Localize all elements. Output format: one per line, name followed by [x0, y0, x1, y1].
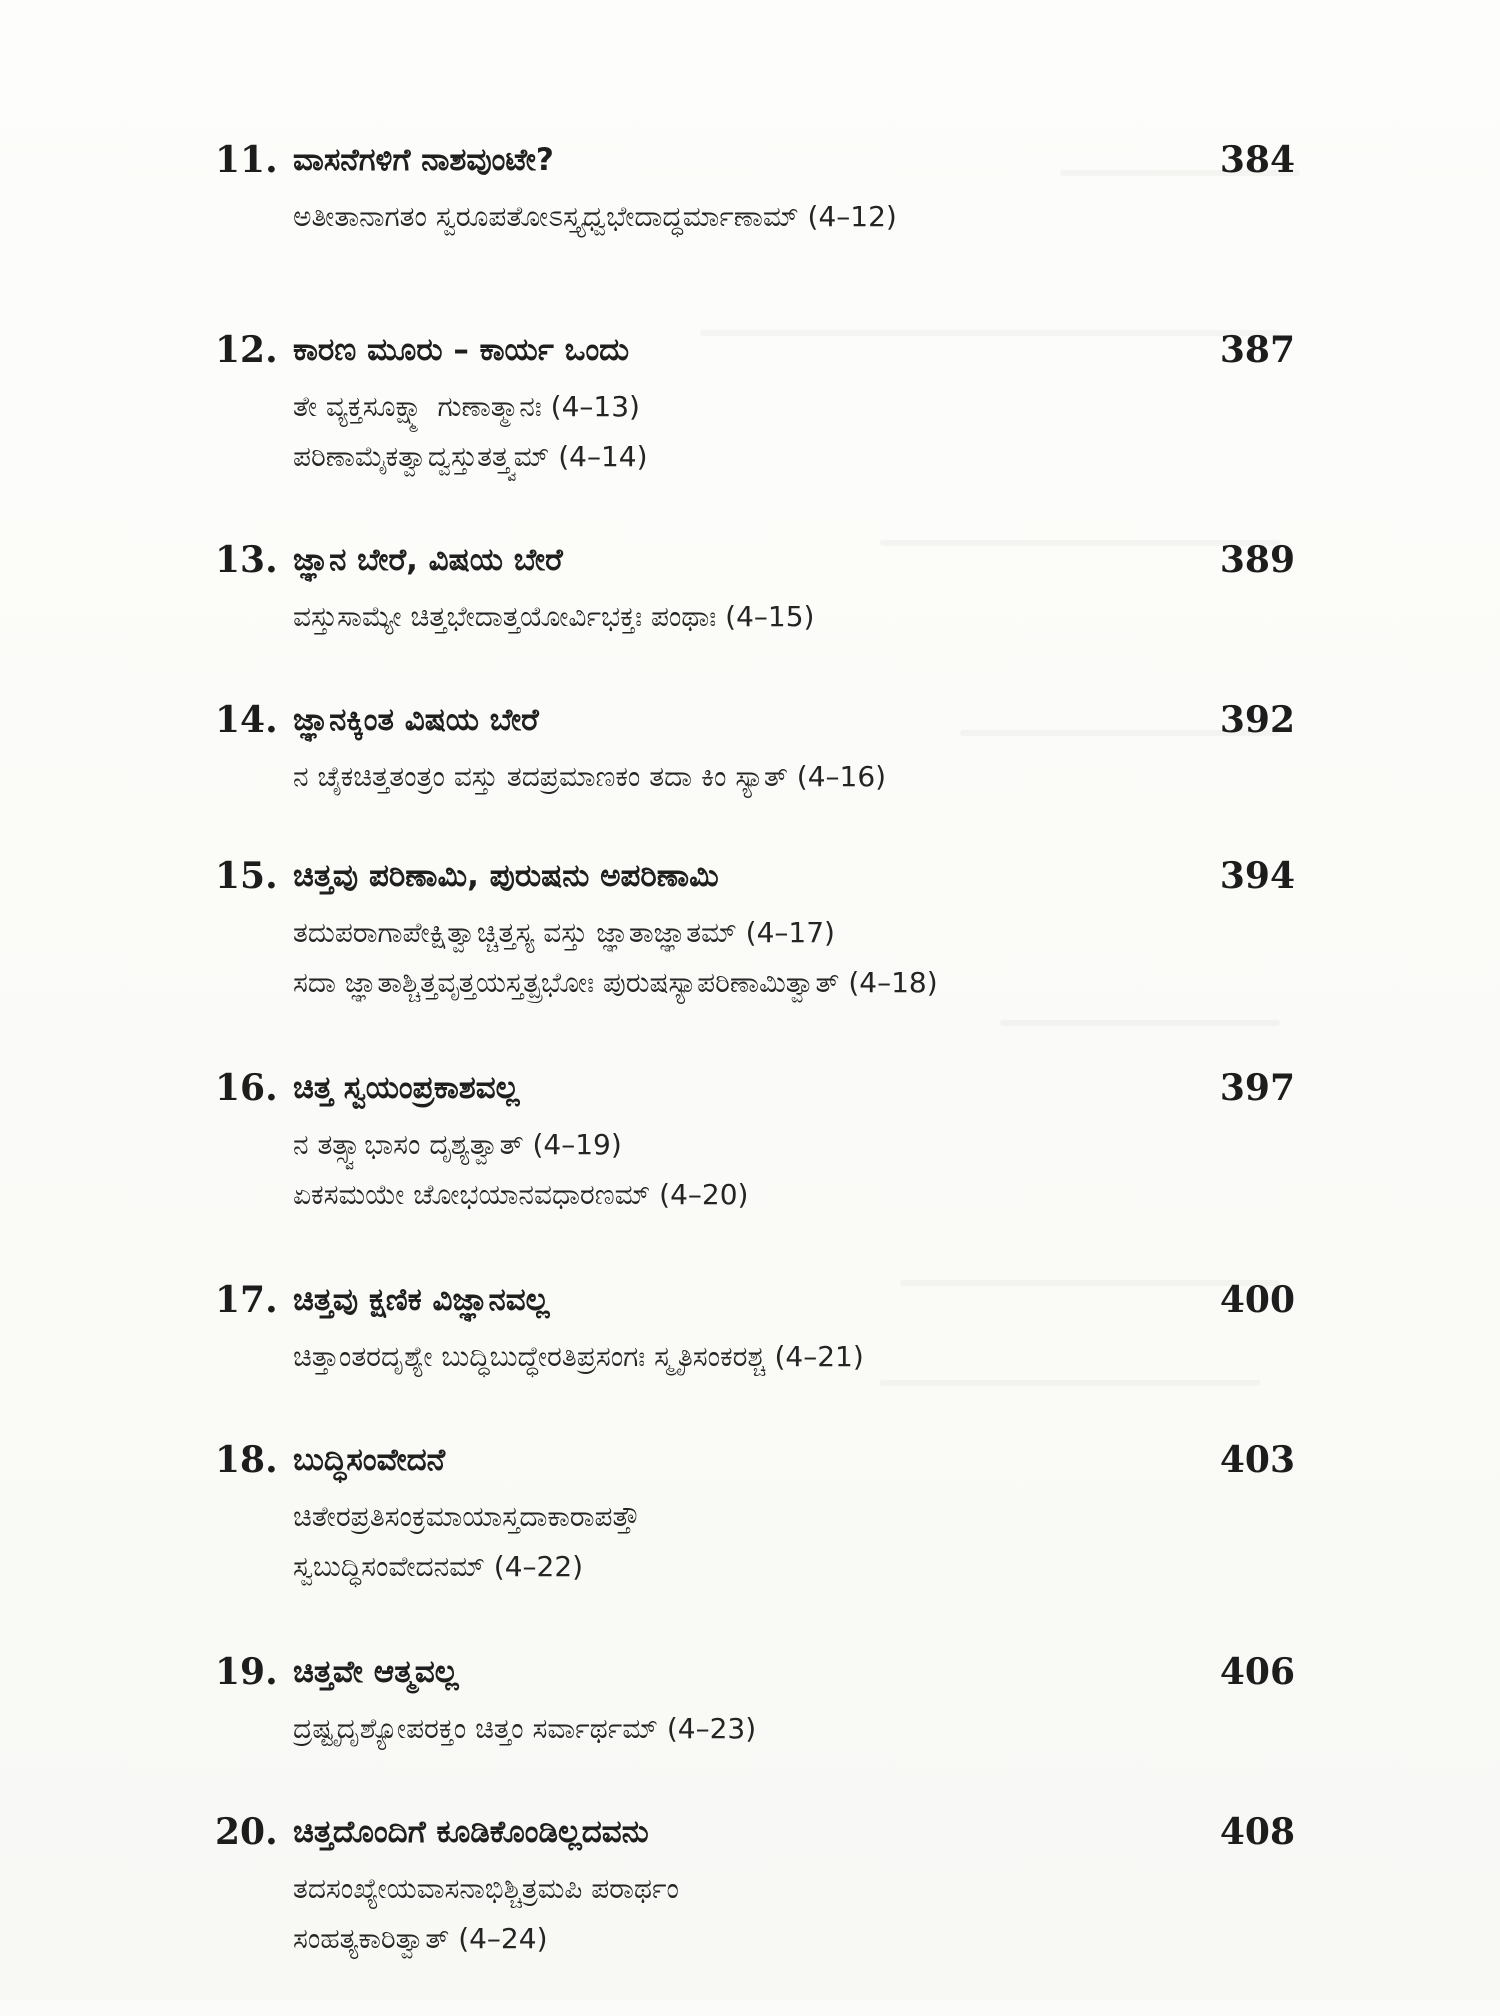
sutra-line: ಚಿತ್ತಾಂತರದೃಶ್ಯೇ ಬುದ್ಧಿಬುದ್ಧೇರತಿಪ್ರಸಂಗಃ ಸ್ಮೃತಿಸಂಕರಶ್ಚ (4–21): [293, 1340, 864, 1373]
toc-entry-14: [215, 694, 1295, 850]
toc-entry-heading: [215, 1646, 1295, 1698]
table-of-contents: [215, 134, 1295, 2016]
toc-entry-heading: [215, 694, 1295, 746]
sutra-line: ತದುಪರಾಗಾಪೇಕ್ಷಿತ್ವಾಚ್ಚಿತ್ತಸ್ಯ ವಸ್ತು ಜ್ಞಾತಾಜ್ಞಾತಮ್ (4–17): [293, 916, 835, 949]
toc-entry-page-number: 403: [1219, 1439, 1295, 1481]
sutra-line: ಏಕಸಮಯೇ ಚೋಭಯಾನವಧಾರಣಮ್ (4–20): [293, 1178, 749, 1211]
toc-entry-sutras: [293, 908, 1295, 1008]
toc-entry-heading: [215, 1062, 1295, 1114]
toc-entry-15: [215, 850, 1295, 1062]
toc-entry-title: ಚಿತ್ತವು ಕ್ಷಣಿಕ ವಿಜ್ಞಾನವಲ್ಲ: [293, 1282, 550, 1318]
sutra-line: ನ ಚೈಕಚಿತ್ತತಂತ್ರಂ ವಸ್ತು ತದಪ್ರಮಾಣಕಂ ತದಾ ಕಿಂ ಸ್ಯಾತ್ (4–16): [293, 760, 887, 793]
sutra-line: ನ ತತ್ಸ್ವಾಭಾಸಂ ದೃಶ್ಯತ್ವಾತ್ (4–19): [293, 1128, 622, 1161]
toc-entry-title: ಚಿತ್ತವು ಪರಿಣಾಮಿ, ಪುರುಷನು ಅಪರಿಣಾಮಿ: [293, 858, 719, 894]
toc-entry-heading: [215, 324, 1295, 376]
sutra-line: ಅತೀತಾನಾಗತಂ ಸ್ವರೂಪತೋಽಸ್ತ್ಯಧ್ವಭೇದಾದ್ಧರ್ಮಾಣಾಮ್ (4–12): [293, 200, 897, 233]
sutra-line: ವಸ್ತುಸಾಮ್ಯೇ ಚಿತ್ತಭೇದಾತ್ತಯೋರ್ವಿಭಕ್ತಃ ಪಂಥಾಃ (4–15): [293, 600, 815, 633]
toc-entry-title: ಜ್ಞಾನ ಬೇರೆ, ವಿಷಯ ಬೇರೆ: [293, 542, 563, 578]
toc-entry-sutras: [293, 752, 1295, 802]
toc-entry-title: ಕಾರಣ ಮೂರು – ಕಾರ್ಯ ಒಂದು: [293, 332, 630, 368]
toc-entry-page-number: 408: [1219, 1811, 1295, 1853]
toc-entry-heading: [215, 134, 1295, 186]
toc-entry-sutras: [293, 1492, 1295, 1592]
toc-entry-page-number: 384: [1219, 139, 1295, 181]
toc-entry-number: 19.: [215, 1651, 278, 1693]
toc-entry-heading: [215, 850, 1295, 902]
sutra-line: ಸದಾ ಜ್ಞಾತಾಶ್ಚಿತ್ತವೃತ್ತಯಸ್ತತ್ಪ್ರಭೋಃ ಪುರುಷಸ್ಯಾಪರಿಣಾಮಿತ್ವಾತ್ (4–18): [293, 966, 938, 999]
toc-entry-18: [215, 1434, 1295, 1646]
toc-entry-sutras: [293, 1332, 1295, 1382]
toc-entry-heading: [215, 534, 1295, 586]
toc-entry-sutras: [293, 192, 1295, 242]
toc-entry-sutras: [293, 1704, 1295, 1754]
toc-entry-number: 17.: [215, 1279, 278, 1321]
toc-entry-sutras: [293, 382, 1295, 482]
toc-entry-number: 14.: [215, 699, 278, 741]
toc-entry-heading: [215, 1434, 1295, 1486]
sutra-line: ಸ್ವಬುದ್ಧಿಸಂವೇದನಮ್ (4–22): [293, 1550, 584, 1583]
toc-entry-title: ಚಿತ್ತವೇ ಆತ್ಮವಲ್ಲ: [293, 1654, 459, 1690]
toc-entry-title: ಜ್ಞಾನಕ್ಕಿಂತ ವಿಷಯ ಬೇರೆ: [293, 702, 539, 738]
sutra-line: ತದಸಂಖ್ಯೇಯವಾಸನಾಭಿಶ್ಚಿತ್ರಮಪಿ ಪರಾರ್ಥಂ: [293, 1872, 679, 1905]
toc-entry-sutras: [293, 592, 1295, 642]
toc-entry-sutras: [293, 1120, 1295, 1220]
toc-entry-number: 20.: [215, 1811, 278, 1853]
toc-entry-12: [215, 324, 1295, 534]
toc-entry-number: 13.: [215, 539, 278, 581]
toc-entry-sutras: [293, 1864, 1295, 1964]
toc-entry-number: 16.: [215, 1067, 278, 1109]
toc-entry-title: ಬುದ್ಧಿಸಂವೇದನೆ: [293, 1442, 446, 1478]
toc-entry-page-number: 400: [1219, 1279, 1295, 1321]
toc-entry-17: [215, 1274, 1295, 1434]
toc-entry-number: 15.: [215, 855, 278, 897]
toc-entry-page-number: 406: [1219, 1651, 1295, 1693]
toc-entry-page-number: 387: [1219, 329, 1295, 371]
toc-entry-20: [215, 1806, 1295, 2016]
toc-entry-page-number: 389: [1219, 539, 1295, 581]
toc-entry-16: [215, 1062, 1295, 1274]
toc-entry-heading: [215, 1274, 1295, 1326]
sutra-line: ಸಂಹತ್ಯಕಾರಿತ್ವಾತ್ (4–24): [293, 1922, 548, 1955]
sutra-line: ತೇ ವ್ಯಕ್ತಸೂಕ್ಷ್ಮಾ ಗುಣಾತ್ಮಾನಃ (4–13): [293, 390, 640, 423]
toc-entry-number: 18.: [215, 1439, 278, 1481]
toc-entry-number: 12.: [215, 329, 278, 371]
toc-entry-page-number: 397: [1219, 1067, 1295, 1109]
sutra-line: ದ್ರಷ್ಟೃದೃಶ್ಯೋಪರಕ್ತಂ ಚಿತ್ತಂ ಸರ್ವಾರ್ಥಮ್ (4–23): [293, 1712, 757, 1745]
toc-entry-title: ವಾಸನೆಗಳಿಗೆ ನಾಶವುಂಟೇ?: [293, 142, 554, 178]
toc-entry-19: [215, 1646, 1295, 1806]
toc-entry-title: ಚಿತ್ತದೊಂದಿಗೆ ಕೂಡಿಕೊಂಡಿಲ್ಲದವನು: [293, 1814, 649, 1850]
toc-entry-11: [215, 134, 1295, 324]
toc-entry-page-number: 394: [1219, 855, 1295, 897]
toc-entry-title: ಚಿತ್ತ ಸ್ವಯಂಪ್ರಕಾಶವಲ್ಲ: [293, 1070, 520, 1106]
toc-entry-page-number: 392: [1219, 699, 1295, 741]
toc-entry-number: 11.: [215, 139, 278, 181]
toc-entry-heading: [215, 1806, 1295, 1858]
sutra-line: ಚಿತೇರಪ್ರತಿಸಂಕ್ರಮಾಯಾಸ್ತದಾಕಾರಾಪತ್ತೌ: [293, 1500, 641, 1533]
toc-entry-13: [215, 534, 1295, 694]
sutra-line: ಪರಿಣಾಮೈಕತ್ವಾದ್ವಸ್ತುತತ್ತ್ವಮ್ (4–14): [293, 440, 648, 473]
